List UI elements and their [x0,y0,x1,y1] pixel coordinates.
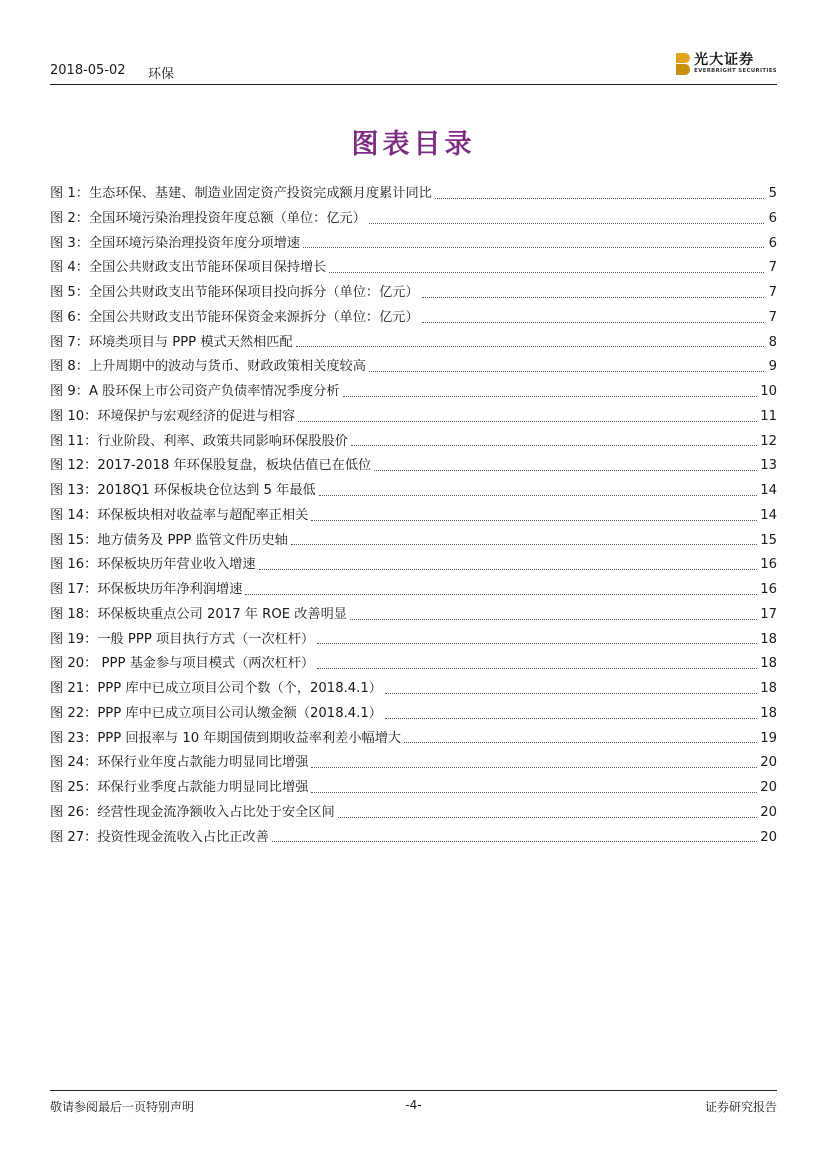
toc-entry-page: 20 [760,780,777,795]
toc-entry-page: 12 [760,433,777,449]
toc-leader-dots [422,296,764,298]
toc-leader-dots [422,321,764,323]
toc-entry[interactable] [50,553,777,578]
toc-leader-dots [435,197,764,199]
toc-entry-label: 图 3：全国环境污染治理投资年度分项增速 [50,235,300,251]
toc-leader-dots [272,840,757,842]
toc-entry[interactable] [50,751,777,776]
toc-entry-label: 图 20： PPP 基金参与项目模式（两次杠杆） [50,656,315,672]
toc-entry-label: 图 10：环境保护与宏观经济的促进与相容 [50,408,296,424]
toc-entry-page: 19 [760,730,777,746]
toc-entry-label: 图 15：地方债务及 PPP 监管文件历史轴 [50,532,288,548]
toc-entry-label: 图 7：环境类项目与 PPP 模式天然相匹配 [50,334,293,350]
toc-entry-label: 图 18：环保板块重点公司 2017 年 ROE 改善明显 [50,606,347,622]
toc-entry-page: 16 [760,557,777,573]
toc-leader-dots [338,816,757,818]
toc-leader-dots [319,494,758,496]
toc-leader-dots [259,568,758,570]
toc-entry[interactable] [50,281,777,306]
toc-entry[interactable] [50,306,777,331]
toc-entry[interactable] [50,430,777,455]
toc-entry-page: 13 [760,458,777,474]
toc-entry-page: 10 [760,384,777,399]
toc-entry-page: 11 [760,408,777,424]
toc-leader-dots [291,543,757,545]
toc-entry[interactable] [50,628,777,653]
toc-entry-page: 20 [760,829,777,845]
toc-entry-page: 20 [760,804,777,820]
toc-entry-page: 7 [768,285,777,300]
toc-entry[interactable] [50,256,777,281]
toc-entry-page: 14 [760,483,777,498]
toc-entry[interactable] [50,603,777,628]
toc-entry-label: 图 17：环保板块历年净利润增速 [50,582,243,597]
toc-entry[interactable] [50,405,777,430]
toc-leader-dots [317,642,757,644]
toc-entry[interactable] [50,232,777,257]
toc-entry-page: 6 [768,235,777,251]
toc-entry-label: 图 12：2017-2018 年环保股复盘，板块估值已在低位 [50,458,372,474]
toc-entry-page: 18 [760,681,777,696]
page-header [50,52,777,85]
toc-entry-page: 20 [760,755,777,771]
toc-entry-page: 7 [768,260,777,276]
toc-entry-label: 图 4：全国公共财政支出节能环保项目保持增长 [50,260,327,276]
toc-entry-label: 图 16：环保板块历年营业收入增速 [50,557,256,573]
toc-entry[interactable] [50,331,777,356]
toc-entry[interactable] [50,182,777,207]
toc-entry-page: 15 [760,532,777,548]
report-sector: 环保 [148,67,175,82]
toc-leader-dots [311,519,757,521]
toc-leader-dots [350,618,757,620]
toc-entry[interactable] [50,207,777,232]
toc-leader-dots [298,420,757,422]
toc-entry[interactable] [50,652,777,677]
toc-entry[interactable] [50,578,777,603]
toc-entry[interactable] [50,454,777,479]
toc-entry-label: 图 26：经营性现金流净额收入占比处于安全区间 [50,804,335,820]
toc-entry[interactable] [50,380,777,405]
toc-entry-label: 图 11：行业阶段、利率、政策共同影响环保股股价 [50,433,348,449]
logo-text-cn: 光大证券 [694,52,755,68]
toc-entry-label: 图 5：全国公共财政支出节能环保项目投向拆分（单位：亿元） [50,285,419,300]
toc-entry[interactable] [50,826,777,851]
toc-entry-page: 17 [760,606,777,622]
toc-entry[interactable] [50,801,777,826]
toc-entry-page: 14 [760,507,777,523]
toc-entry-label: 图 21：PPP 库中已成立项目公司个数（个，2018.4.1） [50,681,382,696]
toc-leader-dots [385,717,757,719]
toc-entry-page: 18 [760,705,777,721]
toc-entry-label: 图 8：上升周期中的波动与货币、财政政策相关度较高 [50,359,366,375]
toc-entry-label: 图 13：2018Q1 环保板块仓位达到 5 年最低 [50,483,316,498]
toc-leader-dots [311,791,757,793]
toc-entry[interactable] [50,677,777,702]
footer-disclaimer: 敬请参阅最后一页特别声明 [50,1100,195,1114]
toc-entry-label: 图 9：A 股环保上市公司资产负债率情况季度分析 [50,384,340,399]
toc-entry-label: 图 22：PPP 库中已成立项目公司认缴金额（2018.4.1） [50,705,382,721]
toc-leader-dots [317,667,757,669]
toc-entry[interactable] [50,355,777,380]
toc-entry-page: 6 [768,210,777,226]
logo-text-en: EVERBRIGHT SECURITIES [694,68,777,74]
toc-entry[interactable] [50,776,777,801]
toc-entry[interactable] [50,702,777,727]
toc-entry[interactable] [50,504,777,529]
toc-entry-page: 5 [768,186,777,201]
toc-entry-page: 7 [768,309,777,325]
toc-leader-dots [311,766,757,768]
toc-entry-label: 图 25：环保行业季度占款能力明显同比增强 [50,780,309,795]
toc-list [50,182,777,850]
toc-entry-page: 16 [760,582,777,597]
company-logo [676,52,777,80]
toc-entry[interactable] [50,727,777,752]
toc-entry-label: 图 27：投资性现金流收入占比正改善 [50,829,269,845]
report-date: 2018-05-02 [50,63,126,78]
footer-report-type: 证券研究报告 [704,1100,777,1114]
toc-leader-dots [404,741,757,743]
toc-entry[interactable] [50,479,777,504]
toc-entry-label: 图 23：PPP 回报率与 10 年期国债到期收益率利差小幅增大 [50,730,402,746]
toc-entry-label: 图 24：环保行业年度占款能力明显同比增强 [50,755,309,771]
logo-mark-icon [676,53,690,75]
toc-entry-page: 9 [768,359,777,375]
toc-leader-dots [374,469,757,471]
toc-entry-label: 图 14：环保板块相对收益率与超配率正相关 [50,507,309,523]
toc-entry-label: 图 1：生态环保、基建、制造业固定资产投资完成额月度累计同比 [50,186,432,201]
toc-entry-page: 8 [768,334,777,350]
toc-entry[interactable] [50,529,777,554]
toc-leader-dots [329,271,764,273]
toc-leader-dots [245,593,757,595]
toc-leader-dots [369,222,764,224]
toc-leader-dots [351,444,757,446]
toc-leader-dots [385,692,757,694]
toc-leader-dots [343,395,758,397]
toc-leader-dots [296,345,764,347]
toc-leader-dots [369,370,764,372]
toc-entry-label: 图 6：全国公共财政支出节能环保资金来源拆分（单位：亿元） [50,309,419,325]
toc-entry-page: 18 [760,631,777,647]
toc-entry-page: 18 [760,656,777,672]
page-number: -4- [405,1098,422,1112]
toc-entry-label: 图 19：一般 PPP 项目执行方式（一次杠杆） [50,631,315,647]
page-title: 图表目录 [351,129,476,160]
toc-leader-dots [303,246,764,248]
toc-entry-label: 图 2：全国环境污染治理投资年度总额（单位：亿元） [50,210,366,226]
page-footer [50,1090,777,1121]
